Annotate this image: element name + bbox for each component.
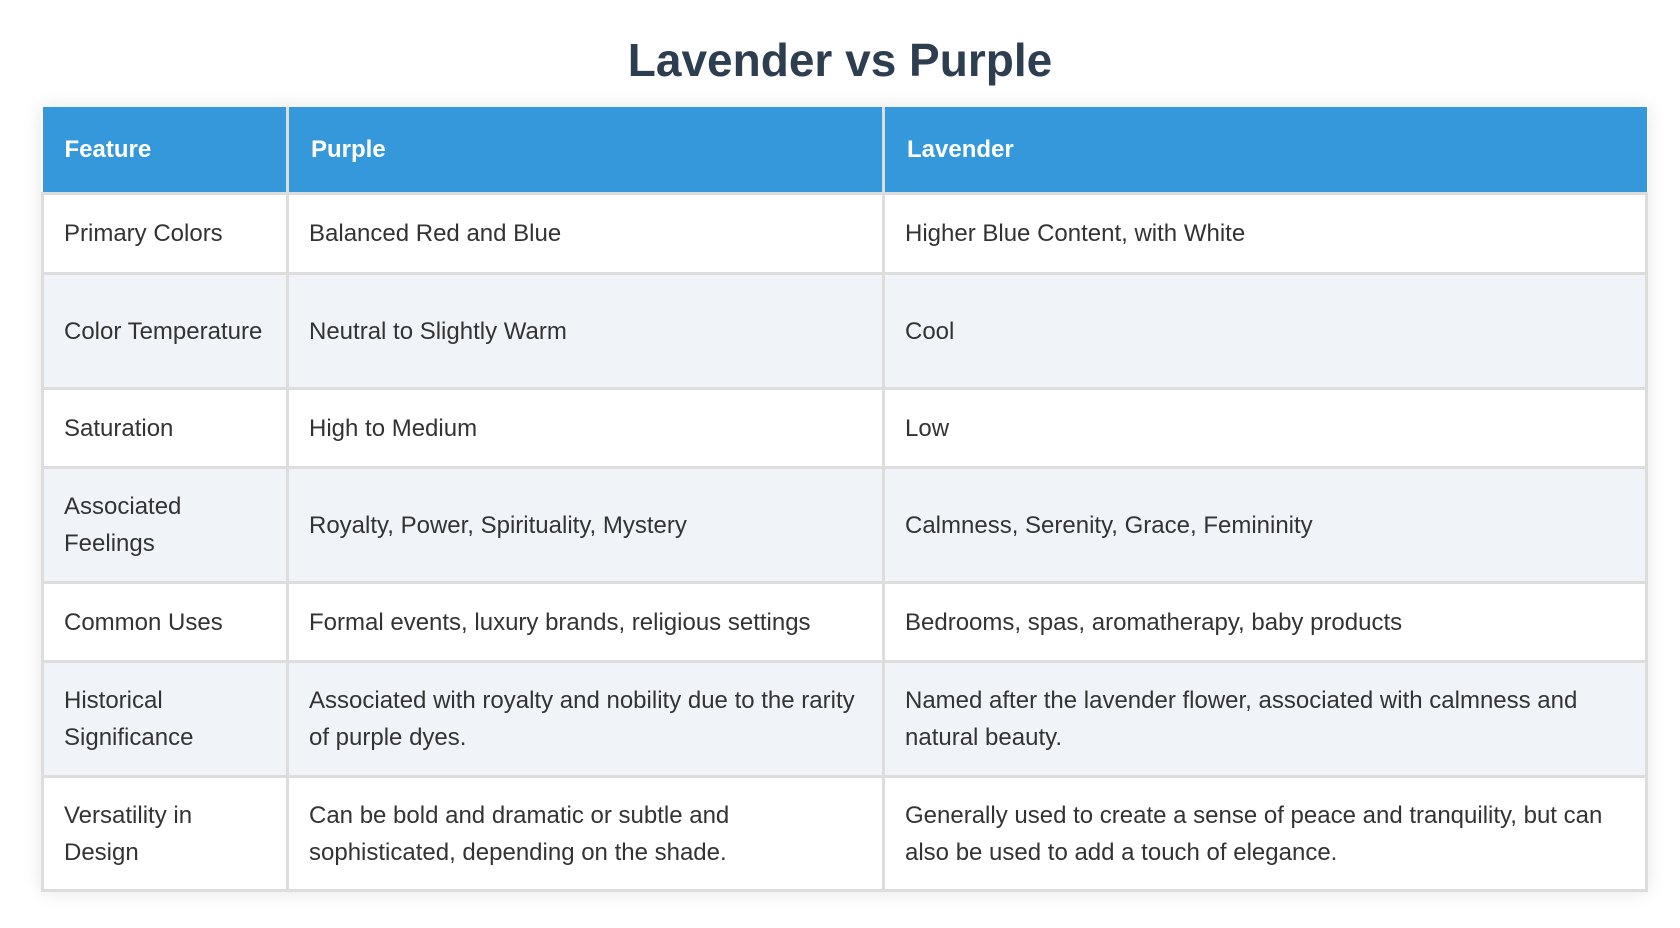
- feature-cell: Color Temperature: [43, 274, 288, 389]
- table-header: [43, 107, 1647, 194]
- page-title: Lavender vs Purple: [627, 34, 1053, 86]
- purple-cell: High to Medium: [288, 389, 884, 468]
- purple-cell: Royalty, Power, Spirituality, Mystery: [288, 468, 884, 583]
- column-header-lavender: Lavender: [884, 107, 1647, 194]
- purple-cell: Formal events, luxury brands, religious settings: [288, 583, 884, 662]
- feature-cell: Associated Feelings: [43, 468, 288, 583]
- table-row: [43, 662, 1647, 777]
- feature-cell: Common Uses: [43, 583, 288, 662]
- table-body: [43, 194, 1647, 891]
- purple-cell: Can be bold and dramatic or subtle and sophisticated, depending on the shade.: [288, 777, 884, 891]
- feature-cell: Primary Colors: [43, 194, 288, 274]
- purple-cell: Associated with royalty and nobility due to the rarity of purple dyes.: [288, 662, 884, 777]
- lavender-cell: Calmness, Serenity, Grace, Femininity: [884, 468, 1647, 583]
- table-row: [43, 777, 1647, 891]
- comparison-table: [41, 107, 1648, 892]
- feature-cell: Historical Significance: [43, 662, 288, 777]
- lavender-cell: Generally used to create a sense of peace and tranquility, but can also be used to add a touch of elegance.: [884, 777, 1647, 891]
- lavender-cell: Cool: [884, 274, 1647, 389]
- lavender-cell: Low: [884, 389, 1647, 468]
- table-row: [43, 583, 1647, 662]
- feature-cell: Versatility in Design: [43, 777, 288, 891]
- column-header-purple: Purple: [288, 107, 884, 194]
- lavender-cell: Higher Blue Content, with White: [884, 194, 1647, 274]
- lavender-cell: Bedrooms, spas, aromatherapy, baby products: [884, 583, 1647, 662]
- lavender-cell: Named after the lavender flower, associated with calmness and natural beauty.: [884, 662, 1647, 777]
- table-row: [43, 389, 1647, 468]
- column-header-feature: Feature: [43, 107, 288, 194]
- table-row: [43, 274, 1647, 389]
- purple-cell: Neutral to Slightly Warm: [288, 274, 884, 389]
- purple-cell: Balanced Red and Blue: [288, 194, 884, 274]
- table-row: [43, 468, 1647, 583]
- table-row: [43, 194, 1647, 274]
- header-row: [43, 107, 1647, 194]
- feature-cell: Saturation: [43, 389, 288, 468]
